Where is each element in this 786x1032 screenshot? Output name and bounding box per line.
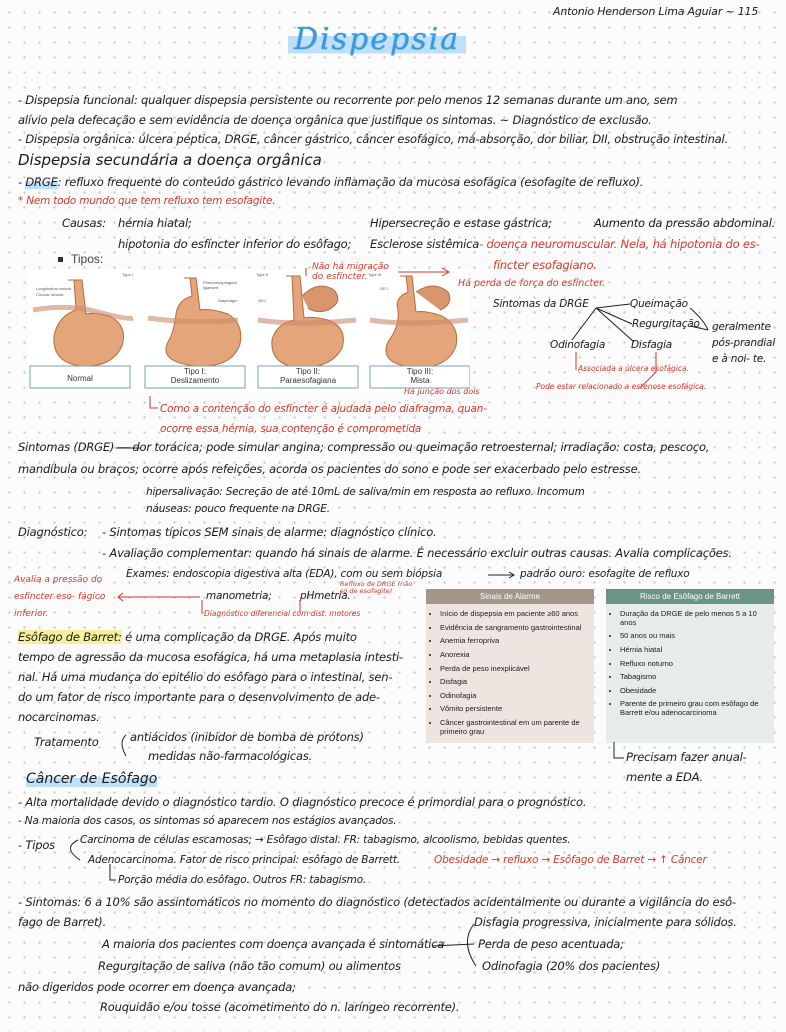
- cancer-sintomas-2: fago de Barret).: [18, 915, 107, 929]
- causa-esclerose: Esclerose sistêmica- doença neuromuscular. Nela, há hipotonia do es-: [370, 237, 760, 251]
- diagnostico-l2: - Avaliação complementar: quando há sinais de alarme. É necessário excluir outras causas. Avalia complicações.: [102, 546, 732, 560]
- causas-label: Causas:: [62, 216, 106, 230]
- svg-text:GEJ: GEJ: [380, 286, 388, 291]
- cancer-sintomas-3: A maioria dos pacientes com doença avançada é sintomática: [102, 937, 445, 951]
- table-list-item: • Parente de primeiro grau com esôfago de Barrett e/ou adenocarcinoma: [620, 698, 770, 719]
- fig-label-longitudinal: Longitudinal muscle: [36, 286, 72, 291]
- hernia-figure: [28, 270, 470, 392]
- alarme-list: [426, 604, 594, 742]
- funcional-text: - Dispepsia funcional: qualquer dispepsia persistente ou recorrente por pelo menos 12 semanas durante um ano, sem: [18, 93, 678, 107]
- tratamento-2: medidas não-farmacológicas.: [148, 749, 313, 763]
- tratamento-label: Tratamento: [34, 735, 99, 749]
- diagnostico-label: Diagnóstico:: [18, 525, 88, 539]
- tratamento-1: antiácidos (inibidor de bomba de prótons): [130, 730, 364, 744]
- cancer-tipo-2-red: Obesidade → refluxo → Esôfago de Barret → ↑ Câncer: [434, 854, 707, 866]
- fig-label-phreno: Phrenoesophageal: [203, 280, 237, 285]
- cancer-bracket-3: Odinofagia (20% dos pacientes): [482, 959, 661, 973]
- fig-tag-type2: Type II: [256, 272, 269, 277]
- alarme-table: [426, 589, 594, 743]
- drge-definition: - DRGE: refluxo frequente do conteúdo gástrico levando inflamação da mucosa esofágica (esofagite de refluxo).: [18, 175, 644, 189]
- cancer-heading: Câncer de Esôfago: [26, 771, 158, 787]
- diagnostico-phmetria: pHmetria.: [300, 590, 351, 602]
- note-ulcera: Associada a úlcera esofágica.: [578, 364, 689, 373]
- cancer-sintomas-5: não digeridos pode ocorrer em doença avançada;: [18, 980, 296, 994]
- alarme-table-title: Sinais de Alarme: [426, 589, 594, 604]
- note-nao-migracao: Não há migração do esfíncter.: [312, 262, 389, 282]
- barrett-table-title: Risco de Esôfago de Barrett: [606, 589, 774, 604]
- cancer-tipo-1: Carcinoma de células escamosas; → Esôfago distal. FR: tabagismo, alcoolismo, bebidas quentes.: [80, 834, 571, 846]
- sintoma-regurgitacao: Regurgitação: [632, 318, 700, 330]
- diagnostico-manometria: manometria;: [206, 590, 272, 602]
- cancer-bracket-1: Disfagia progressiva, inicialmente para sólidos.: [474, 915, 737, 929]
- organica-text: - Dispepsia orgânica: úlcera péptica, DRGE, câncer gástrico, câncer esofágico, má-absorção, dor biliar, DII, obstrução intestinal.: [18, 132, 728, 146]
- barrett-precisam-2: mente a EDA.: [626, 770, 703, 784]
- sintoma-queimacao: Queimação: [630, 298, 688, 310]
- note-perda-forca: Há perda de força do esfíncter.: [458, 278, 606, 289]
- fig-caption-tipo1: Tipo I: Deslizamento: [170, 367, 220, 386]
- sintomas-pos-prandial: geralmente pós-prandial e à noi- te.: [712, 321, 775, 365]
- table-list-item: • Refluxo noturno: [620, 658, 770, 671]
- diagnostico-exames: Exames: endoscopia digestiva alta (EDA), com ou sem biópsia: [126, 568, 443, 580]
- table-list-item: • Anemia ferropriva: [440, 635, 590, 648]
- note-estenose: Pode estar relacionado a estenose esofágica.: [536, 382, 707, 391]
- cancer-tipos: - Tipos: [18, 838, 55, 852]
- table-list-item: • Duração da DRGE de pelo menos 5 a 10 anos: [620, 608, 770, 629]
- causa-hipotonia: hipotonia do esfíncter inferior do esôfago;: [118, 237, 352, 251]
- fig-caption-tipo2: Tipo II: Paraesofagiana: [279, 367, 337, 386]
- fig-label-circular: Circular muscle: [36, 292, 64, 297]
- table-list-item: • Perda de peso inexplicável: [440, 663, 590, 676]
- cancer-bracket-2: Perda de peso acentuada;: [478, 937, 624, 951]
- svg-text:ligament: ligament: [203, 285, 219, 290]
- cancer-sintomas-1: - Sintomas: 6 a 10% são assintomáticos no momento do diagnóstico (detectados acidentalmente ou durante a vigilância do esô-: [18, 895, 736, 909]
- barrett-table: [606, 589, 774, 743]
- barrett-l2: tempo de agressão da mucosa esofágica, há uma metaplasia intesti-: [18, 650, 403, 664]
- note-manometria: Avalia a pressão do esfíncter eso- fágico inferior.: [14, 575, 106, 620]
- fig-label-diaphragm: Diaphragm: [218, 298, 238, 303]
- causa-pressao: Aumento da pressão abdominal.: [594, 216, 776, 230]
- sintomas-drge-l1: Sintomas (DRGE) — dor torácica; pode simular angina; compressão ou queimação retroesternal; irradiação: costa, pescoço,: [18, 440, 710, 454]
- cancer-l1: - Alta mortalidade devido o diagnóstico tardio. O diagnóstico precoce é primordial para o prognóstico.: [18, 795, 587, 809]
- diagnostico-l1: - Sintomas típicos SEM sinais de alarme: diagnóstico clínico.: [102, 525, 437, 539]
- sintoma-disfagia: Disfagia: [631, 339, 673, 351]
- barrett-l1: Esôfago de Barret: é uma complicação da DRGE. Após muito: [18, 630, 357, 644]
- barrett-precisam: Precisam fazer anual-: [626, 750, 747, 764]
- barrett-list: [606, 604, 774, 724]
- barrett-l3: nal. Há uma mudança do epitélio do esôfago para o intestinal, sen-: [18, 670, 393, 684]
- sintomas-drge-l2: mandíbula ou braços; ocorre após refeições, acorda os pacientes do sono e pode ser exacerbado pelo estresse.: [18, 462, 641, 476]
- secundaria-heading: Dispepsia secundária a doença orgânica: [18, 151, 322, 169]
- causa-hipersecrecao: Hipersecreção e estase gástrica;: [370, 216, 552, 230]
- causa-esclerose-note: fíncter esofagiano.: [493, 258, 597, 272]
- barrett-l4: do um fator de risco importante para o desenvolvimento de ade-: [18, 690, 380, 704]
- note-contencao-1: Como a contenção do esfíncter é ajudada pelo diafragma, quan-: [160, 403, 487, 415]
- table-list-item: • Evidência de sangramento gastrointestinal: [440, 622, 590, 635]
- page-title: Dispepsia: [288, 22, 466, 57]
- table-list-item: • Disfagia: [440, 676, 590, 689]
- table-list-item: • Hérnia hiatal: [620, 644, 770, 657]
- causa-hernia: hérnia hiatal;: [118, 216, 192, 230]
- cancer-tipo-3: Porção média do esôfago. Outros FR: tabagismo.: [118, 874, 367, 886]
- tipos-label: Tipos:: [58, 252, 103, 266]
- table-list-item: • Câncer gastrointestinal em um parente de primeiro grau: [440, 717, 590, 738]
- sintomas-drge-root: Sintomas da DRGE: [493, 298, 589, 310]
- note-juncao: Há junção dos dois: [404, 387, 480, 396]
- table-list-item: • 50 anos ou mais: [620, 630, 770, 643]
- cancer-tipo-2: Adenocarcinoma. Fator de risco principal: esôfago de Barrett.: [88, 854, 401, 866]
- author-signature: Antonio Henderson Lima Aguiar ~ 115: [553, 5, 759, 18]
- note-contencao-2: ocorre essa hérnia, sua contenção é comprometida: [160, 423, 422, 435]
- barrett-l5: nocarcinomas.: [18, 710, 100, 724]
- fig-caption-tipo3: Tipo III: Mista: [406, 367, 434, 386]
- sintomas-drge-l3: hipersalivação: Secreção de até 10mL de saliva/min em resposta ao refluxo. Incomum: [146, 486, 585, 498]
- table-list-item: • Tabagismo: [620, 671, 770, 684]
- drge-note: * Nem todo mundo que tem refluxo tem esofagite.: [18, 195, 276, 207]
- table-list-item: • Obesidade: [620, 685, 770, 698]
- diagnostico-padrao: padrão ouro: esofagite de refluxo: [520, 568, 690, 580]
- fig-caption-normal: Normal: [67, 374, 93, 383]
- cancer-l2: - Na maioria dos casos, os sintomas só aparecem nos estágios avançados.: [18, 815, 397, 827]
- note-phmetria: Refluxo de DRGE (não só de esofagite): [340, 580, 413, 596]
- fig-tag-type3: Type III: [368, 272, 382, 277]
- fig-label-gej: GEJ: [258, 298, 266, 303]
- cancer-sintomas-4: Regurgitação de saliva (não tão comum) ou alimentos: [98, 959, 401, 973]
- table-list-item: • Vômito persistente: [440, 703, 590, 716]
- sintoma-odinofagia: Odinofagia: [550, 339, 606, 351]
- table-list-item: • Odinofagia: [440, 690, 590, 703]
- funcional-text-2: alívio pela defecação e sem evidência de doença orgânica que justifique os sintomas. ~ Diagnóstico de exclusão.: [18, 113, 652, 127]
- sintomas-drge-l4: náuseas: pouco frequente na DRGE.: [146, 503, 330, 515]
- note-diferencial: Diagnóstico diferencial com dist. motores: [204, 609, 361, 618]
- cancer-sintomas-6: Rouquidão e/ou tosse (acometimento do n. laríngeo recorrente).: [100, 1000, 460, 1014]
- table-list-item: • Anorexia: [440, 649, 590, 662]
- table-list-item: • Início de dispepsia em paciente ≥60 anos: [440, 608, 590, 621]
- fig-tag-type1: Type I: [122, 272, 133, 277]
